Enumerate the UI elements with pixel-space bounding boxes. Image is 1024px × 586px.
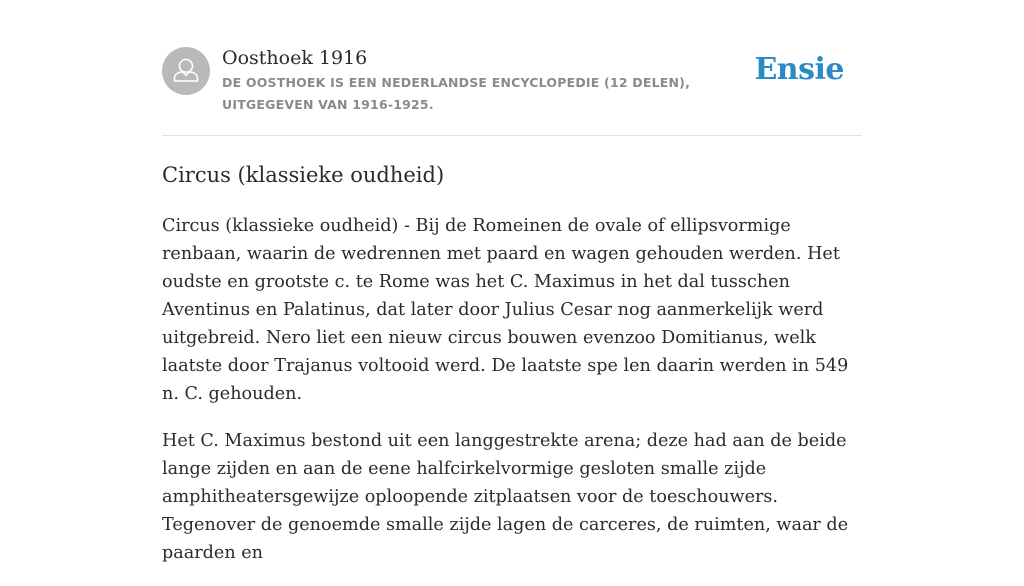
header-divider — [162, 135, 862, 136]
article-body — [162, 212, 862, 586]
article-paragraph: Circus (klassieke oudheid) - Bij de Romeinen de ovale of ellipsvormige renbaan, waarin de wedrennen met paard en wagen gehouden werden. Het oudste en grootste c. te Rome was het C. Maximus in het dal tusschen Aventinus en Palatinus, dat later door Julius Cesar nog aanmerkelijk werd uitgebreid. Nero liet een nieuw circus bouwen evenzoo Domitianus, welk laatste door Trajanus voltooid werd. De laatste spe len daarin werden in 549 n. C. gehouden. — [162, 216, 849, 404]
article-paragraph: Het C. Maximus bestond uit een langgestrekte arena; deze had aan de beide lange zijden en aan de eene halfcirkelvormige gesloten smalle zijde amphitheatersgewijze oploopende zitplaatsen voor de toeschouwers. Tegenover de genoemde smalle zijde lagen de carceres, de ruimten, waar de paarden en — [162, 431, 849, 563]
article-title: Circus (klassieke oudheid) — [162, 163, 445, 187]
brand-logo[interactable]: Ensie — [754, 52, 844, 87]
user-avatar-icon[interactable] — [162, 47, 210, 95]
source-description: DE OOSTHOEK IS EEN NEDERLANDSE ENCYCLOPEDIE (12 DELEN), UITGEGEVEN VAN 1916-1925. — [222, 75, 691, 112]
source-header — [162, 46, 862, 136]
user-icon — [162, 47, 210, 95]
source-name[interactable]: Oosthoek 1916 — [222, 47, 368, 69]
